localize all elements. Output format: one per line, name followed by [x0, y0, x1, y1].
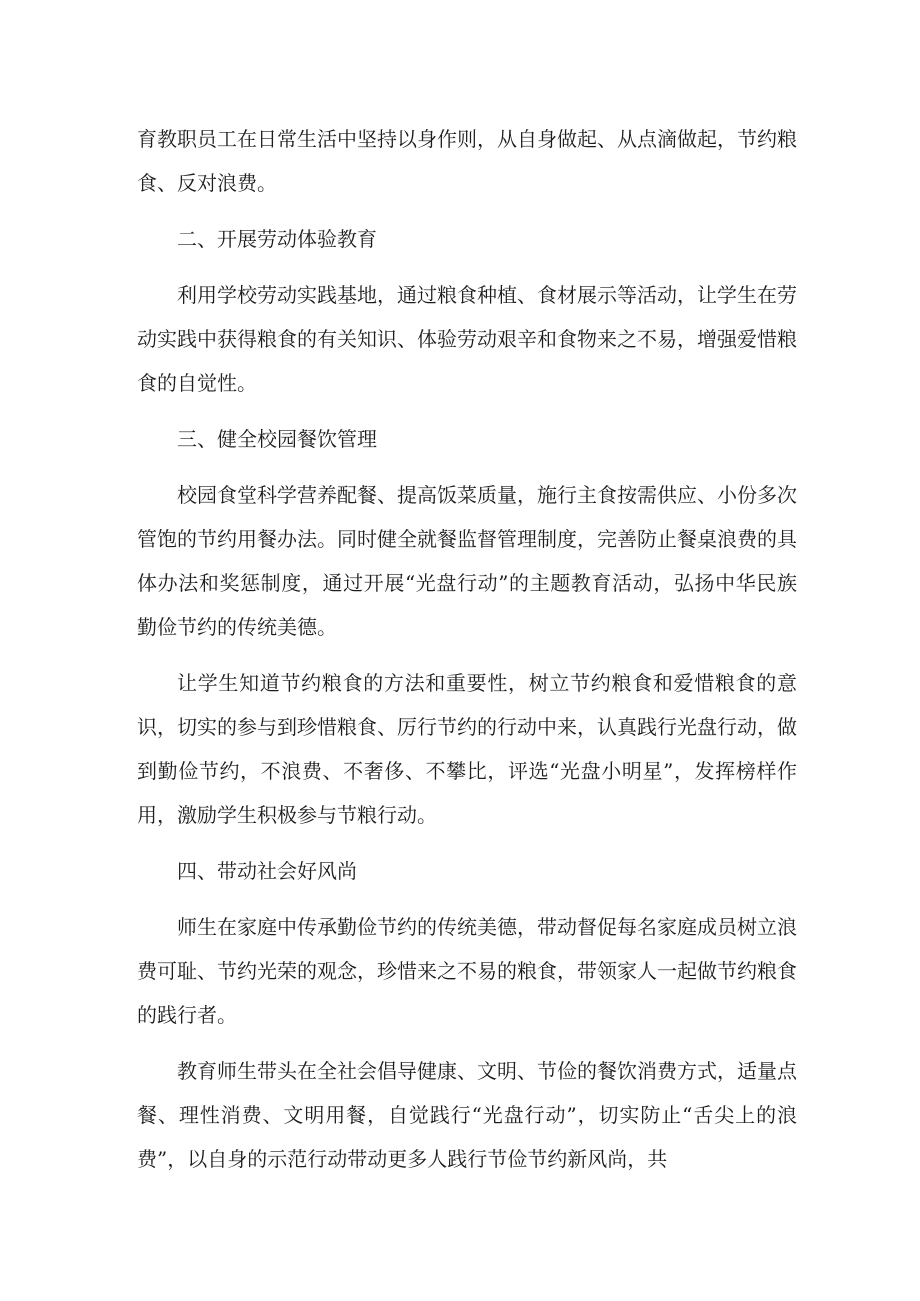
paragraph-clean-plate: 让学生知道节约粮食的方法和重要性，树立节约粮食和爱惜粮食的意识，切实的参与到珍惜粮食、厉行节约的行动中来，认真践行光盘行动，做到勤俭节约，不浪费、不奢侈、不攀比，评选“光盘小明星”，发挥榜样作用，激励学生积极参与节粮行动。: [137, 671, 797, 827]
paragraph-continued: 育教职员工在日常生活中坚持以身作则，从自身做起、从点滴做起，节约粮食、反对浪费。: [137, 127, 797, 195]
paragraph-society: 教育师生带头在全社会倡导健康、文明、节俭的餐饮消费方式，适量点餐、理性消费、文明用餐，自觉践行“光盘行动”，切实防止“舌尖上的浪费”，以自身的示范行动带动更多人践行节俭节约新风尚，共: [137, 1059, 797, 1171]
paragraph-family: 师生在家庭中传承勤俭节约的传统美德，带动督促每名家庭成员树立浪费可耻、节约光荣的观念，珍惜来之不易的粮食，带领家人一起做节约粮食的践行者。: [137, 915, 797, 1027]
section-heading-4: 四、带动社会好风尚: [177, 859, 357, 883]
section-heading-2: 二、开展劳动体验教育: [177, 227, 377, 251]
paragraph-labor-education: 利用学校劳动实践基地，通过粮食种植、食材展示等活动，让学生在劳动实践中获得粮食的有关知识、体验劳动艰辛和食物来之不易，增强爱惜粮食的自觉性。: [137, 283, 797, 395]
section-heading-3: 三、健全校园餐饮管理: [177, 427, 377, 451]
document-body: [137, 117, 797, 1181]
paragraph-canteen-management: 校园食堂科学营养配餐、提高饭菜质量，施行主食按需供应、小份多次管饱的节约用餐办法。同时健全就餐监督管理制度，完善防止餐桌浪费的具体办法和奖惩制度，通过开展“光盘行动”的主题教育活动，弘扬中华民族勤俭节约的传统美德。: [137, 483, 797, 639]
